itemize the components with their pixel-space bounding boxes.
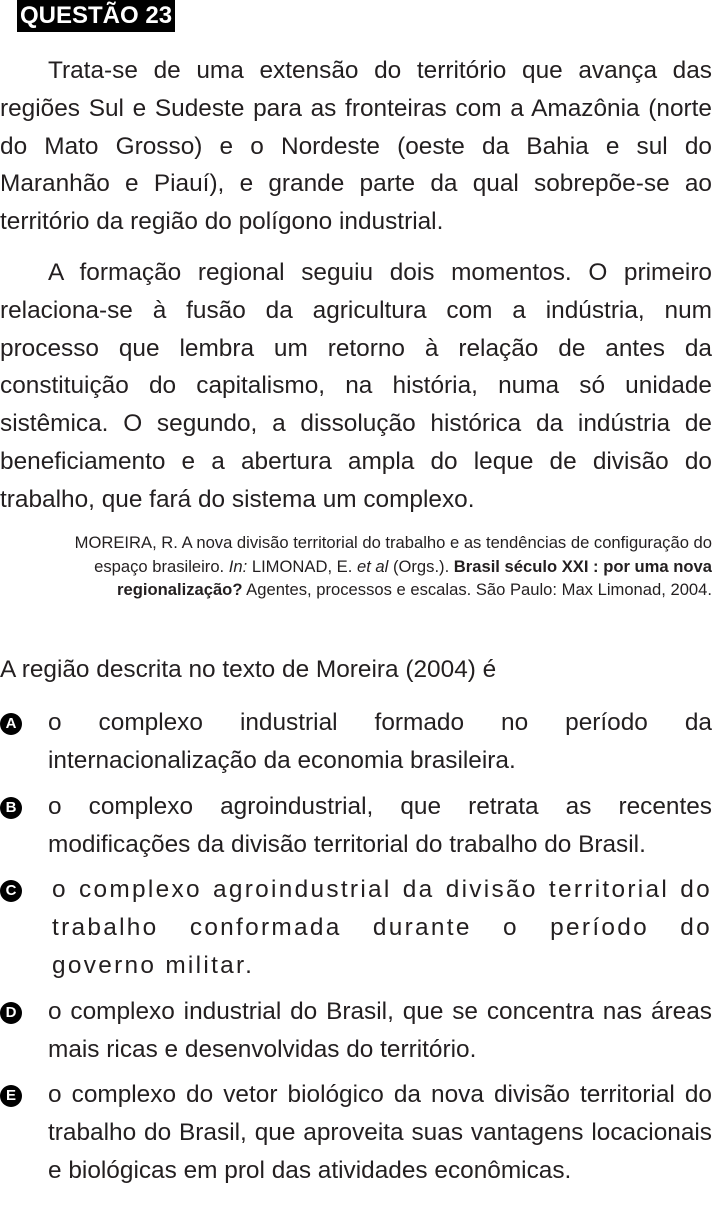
citation (40, 531, 712, 602)
citation-part1: MOREIRA, R. A nova divisão territorial do trabalho e as tendências de configuração do espaço brasileiro. (74, 533, 712, 576)
citation-part4: Agentes, processos e escalas. São Paulo: Max Limonad, 2004. (242, 580, 712, 599)
citation-part3: (Orgs.). (388, 556, 454, 576)
citation-book-title: Brasil século XXI : por uma nova regionalização? (117, 556, 712, 599)
text-paragraph-1: Trata-se de uma extensão do território que avança das regiões Sul e Sudeste para as fronteiras com a Amazônia (norte do Mato Grosso) e o Nordeste (oeste da Bahia e sul do Maranhão e Piauí), e grande parte da qual sobrepõe-se ao território da região do polígono industrial. (0, 57, 712, 236)
option-e-letter: E (0, 1085, 22, 1107)
option-c-text: o complexo agroindustrial da divisão territorial do trabalho conformada durante o período do governo militar. (52, 876, 712, 979)
option-a-letter: A (0, 713, 22, 735)
option-d-text: o complexo industrial do Brasil, que se concentra nas áreas mais ricas e desenvolvidas do território. (48, 998, 712, 1063)
option-a-text: o complexo industrial formado no período da internacionalização da economia brasileira. (48, 709, 712, 774)
citation-etal: et al (356, 556, 389, 576)
option-d-letter: D (0, 1002, 22, 1024)
citation-in: In: (228, 556, 248, 576)
option-c-letter: C (0, 880, 22, 902)
question-header: QUESTÃO 23 (17, 0, 175, 32)
option-b-letter: B (0, 797, 22, 819)
option-b-text: o complexo agroindustrial, que retrata as recentes modificações da divisão territorial do trabalho do Brasil. (48, 793, 712, 858)
text-paragraph-2: A formação regional seguiu dois momentos. O primeiro relaciona-se à fusão da agricultura com a indústria, num processo que lembra um retorno à relação de antes da constituição do capitalismo, na história, numa só unidade sistêmica. O segundo, a dissolução histórica da indústria de beneficiamento e a abertura ampla do leque de divisão do trabalho, que fará do sistema um complexo. (0, 259, 712, 513)
option-e-text: o complexo do vetor biológico da nova divisão territorial do trabalho do Brasil, que aproveita suas vantagens locacionais e biológicas em prol das atividades econômicas. (48, 1081, 712, 1184)
citation-part2: LIMONAD, E. (247, 556, 357, 576)
question-prompt: A região descrita no texto de Moreira (2004) é (0, 656, 497, 683)
